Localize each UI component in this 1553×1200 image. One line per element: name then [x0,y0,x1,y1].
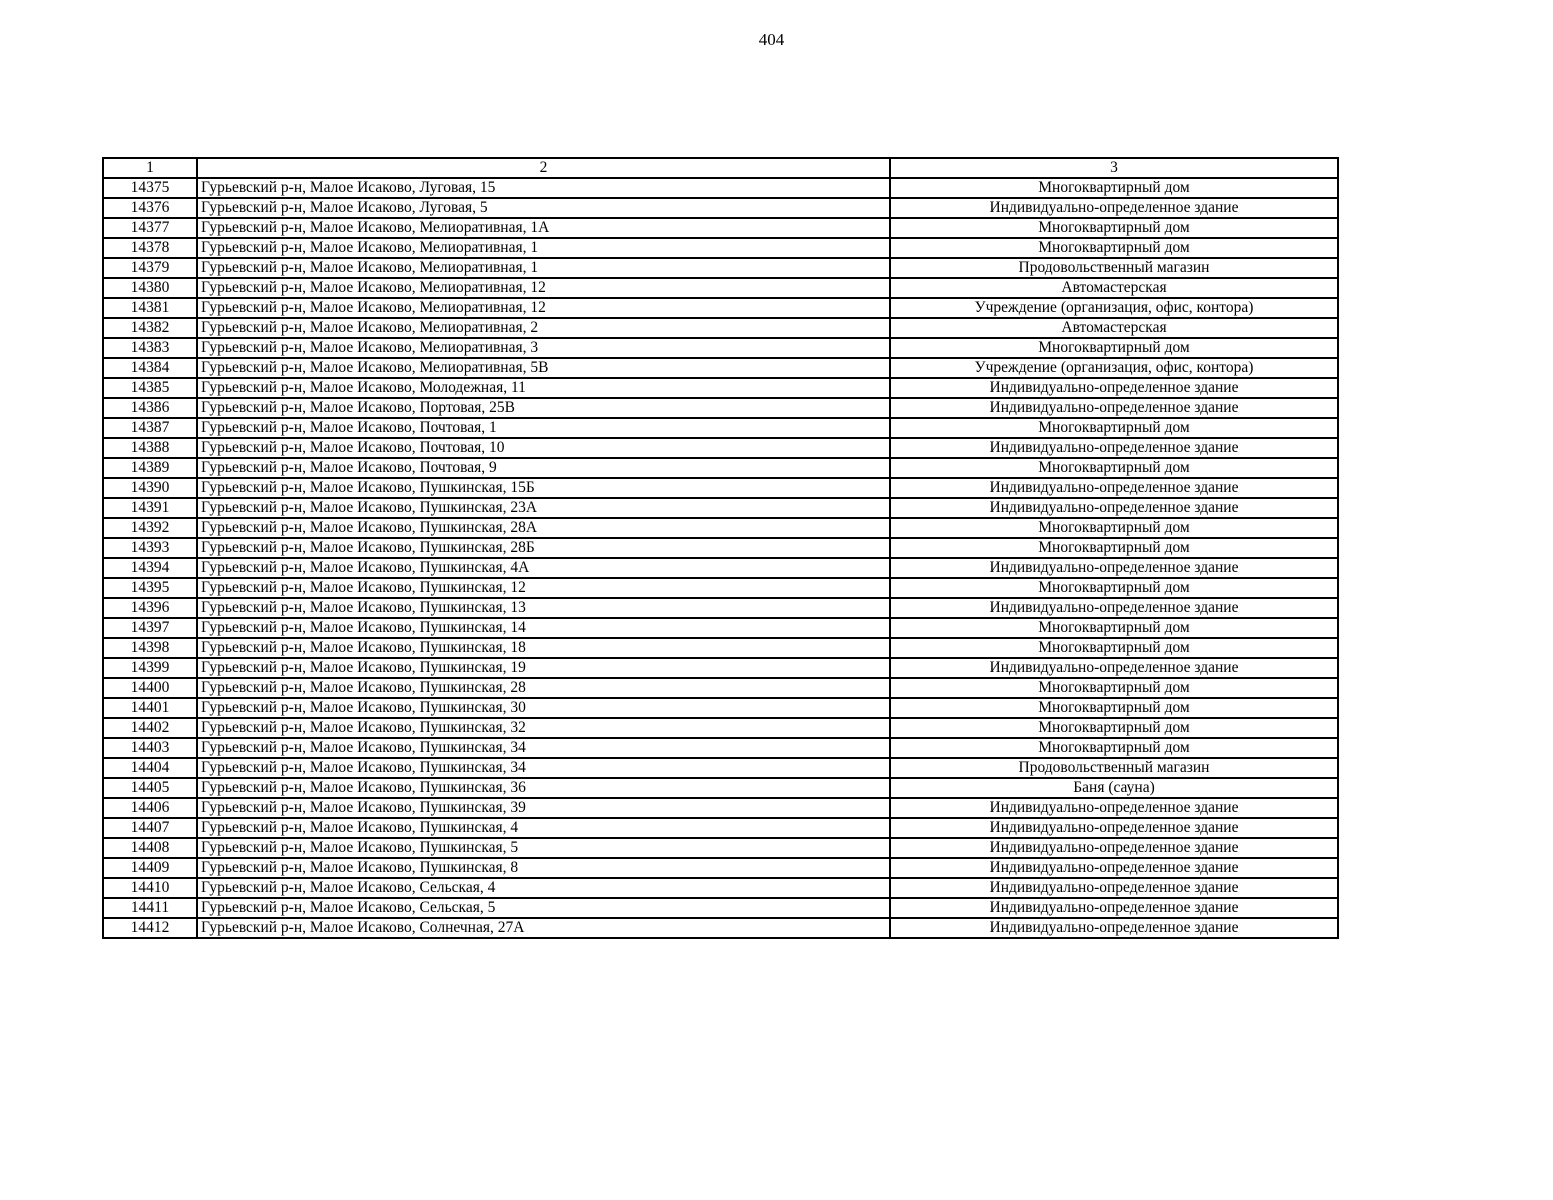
address-cell: Гурьевский р-н, Малое Исаково, Мелиоративная, 12 [197,298,890,318]
column-header-3: 3 [890,158,1338,178]
row-number-cell: 14394 [103,558,197,578]
address-cell: Гурьевский р-н, Малое Исаково, Сельская, 4 [197,878,890,898]
row-number-cell: 14386 [103,398,197,418]
object-type-cell: Многоквартирный дом [890,718,1338,738]
table-row [103,418,1338,438]
row-number-cell: 14403 [103,738,197,758]
address-cell: Гурьевский р-н, Малое Исаково, Почтовая, 1 [197,418,890,438]
table-header-row [103,158,1338,178]
row-number-cell: 14385 [103,378,197,398]
address-cell: Гурьевский р-н, Малое Исаково, Луговая, 15 [197,178,890,198]
table-row [103,758,1338,778]
row-number-cell: 14382 [103,318,197,338]
table-row [103,598,1338,618]
address-cell: Гурьевский р-н, Малое Исаково, Мелиоративная, 12 [197,278,890,298]
table-row [103,638,1338,658]
table-row [103,718,1338,738]
object-type-cell: Индивидуально-определенное здание [890,818,1338,838]
row-number-cell: 14400 [103,678,197,698]
object-type-cell: Индивидуально-определенное здание [890,858,1338,878]
table-row [103,438,1338,458]
object-type-cell: Многоквартирный дом [890,618,1338,638]
address-cell: Гурьевский р-н, Малое Исаково, Пушкинская, 4А [197,558,890,578]
row-number-cell: 14376 [103,198,197,218]
address-cell: Гурьевский р-н, Малое Исаково, Мелиоративная, 1 [197,238,890,258]
table-row [103,478,1338,498]
row-number-cell: 14397 [103,618,197,638]
row-number-cell: 14378 [103,238,197,258]
row-number-cell: 14398 [103,638,197,658]
object-type-cell: Автомастерская [890,278,1338,298]
table-row [103,918,1338,938]
object-type-cell: Многоквартирный дом [890,238,1338,258]
column-header-2: 2 [197,158,890,178]
address-cell: Гурьевский р-н, Малое Исаково, Пушкинская, 36 [197,778,890,798]
object-type-cell: Многоквартирный дом [890,178,1338,198]
registry-table [102,157,1339,939]
table-row [103,258,1338,278]
address-cell: Гурьевский р-н, Малое Исаково, Мелиоративная, 2 [197,318,890,338]
row-number-cell: 14399 [103,658,197,678]
table-row [103,878,1338,898]
row-number-cell: 14395 [103,578,197,598]
object-type-cell: Многоквартирный дом [890,678,1338,698]
table-row [103,678,1338,698]
address-cell: Гурьевский р-н, Малое Исаково, Луговая, 5 [197,198,890,218]
object-type-cell: Многоквартирный дом [890,218,1338,238]
table-row [103,338,1338,358]
table-row [103,178,1338,198]
address-cell: Гурьевский р-н, Малое Исаково, Мелиоративная, 5В [197,358,890,378]
table-row [103,658,1338,678]
object-type-cell: Многоквартирный дом [890,338,1338,358]
table-row [103,538,1338,558]
row-number-cell: 14380 [103,278,197,298]
address-cell: Гурьевский р-н, Малое Исаково, Пушкинская, 34 [197,738,890,758]
table-row [103,278,1338,298]
row-number-cell: 14412 [103,918,197,938]
row-number-cell: 14391 [103,498,197,518]
object-type-cell: Многоквартирный дом [890,458,1338,478]
table-row [103,578,1338,598]
table-row [103,838,1338,858]
address-cell: Гурьевский р-н, Малое Исаково, Сельская, 5 [197,898,890,918]
object-type-cell: Индивидуально-определенное здание [890,898,1338,918]
address-cell: Гурьевский р-н, Малое Исаково, Пушкинская, 19 [197,658,890,678]
address-cell: Гурьевский р-н, Малое Исаково, Пушкинская, 32 [197,718,890,738]
row-number-cell: 14393 [103,538,197,558]
address-cell: Гурьевский р-н, Малое Исаково, Пушкинская, 28А [197,518,890,538]
row-number-cell: 14402 [103,718,197,738]
row-number-cell: 14401 [103,698,197,718]
row-number-cell: 14406 [103,798,197,818]
object-type-cell: Индивидуально-определенное здание [890,598,1338,618]
address-cell: Гурьевский р-н, Малое Исаково, Почтовая, 9 [197,458,890,478]
row-number-cell: 14383 [103,338,197,358]
table-row [103,558,1338,578]
row-number-cell: 14388 [103,438,197,458]
object-type-cell: Многоквартирный дом [890,638,1338,658]
table-row [103,858,1338,878]
table-row [103,618,1338,638]
address-cell: Гурьевский р-н, Малое Исаково, Мелиоративная, 1 [197,258,890,278]
address-cell: Гурьевский р-н, Малое Исаково, Солнечная, 27А [197,918,890,938]
address-cell: Гурьевский р-н, Малое Исаково, Молодежная, 11 [197,378,890,398]
row-number-cell: 14408 [103,838,197,858]
address-cell: Гурьевский р-н, Малое Исаково, Мелиоративная, 1А [197,218,890,238]
object-type-cell: Многоквартирный дом [890,738,1338,758]
object-type-cell: Многоквартирный дом [890,418,1338,438]
object-type-cell: Автомастерская [890,318,1338,338]
object-type-cell: Индивидуально-определенное здание [890,398,1338,418]
object-type-cell: Индивидуально-определенное здание [890,918,1338,938]
row-number-cell: 14409 [103,858,197,878]
object-type-cell: Продовольственный магазин [890,258,1338,278]
address-cell: Гурьевский р-н, Малое Исаково, Пушкинская, 34 [197,758,890,778]
object-type-cell: Продовольственный магазин [890,758,1338,778]
table-row [103,398,1338,418]
table-row [103,378,1338,398]
page-number: 404 [758,30,785,49]
object-type-cell: Многоквартирный дом [890,578,1338,598]
object-type-cell: Баня (сауна) [890,778,1338,798]
table-row [103,518,1338,538]
row-number-cell: 14381 [103,298,197,318]
object-type-cell: Индивидуально-определенное здание [890,798,1338,818]
row-number-cell: 14375 [103,178,197,198]
address-cell: Гурьевский р-н, Малое Исаково, Пушкинская, 18 [197,638,890,658]
row-number-cell: 14389 [103,458,197,478]
object-type-cell: Индивидуально-определенное здание [890,438,1338,458]
table-row [103,358,1338,378]
row-number-cell: 14387 [103,418,197,438]
address-cell: Гурьевский р-н, Малое Исаково, Почтовая, 10 [197,438,890,458]
row-number-cell: 14390 [103,478,197,498]
row-number-cell: 14384 [103,358,197,378]
object-type-cell: Индивидуально-определенное здание [890,378,1338,398]
row-number-cell: 14392 [103,518,197,538]
address-cell: Гурьевский р-н, Малое Исаково, Пушкинская, 15Б [197,478,890,498]
object-type-cell: Учреждение (организация, офис, контора) [890,298,1338,318]
address-cell: Гурьевский р-н, Малое Исаково, Пушкинская, 14 [197,618,890,638]
object-type-cell: Индивидуально-определенное здание [890,878,1338,898]
row-number-cell: 14407 [103,818,197,838]
address-cell: Гурьевский р-н, Малое Исаково, Пушкинская, 28 [197,678,890,698]
table-row [103,898,1338,918]
address-cell: Гурьевский р-н, Малое Исаково, Мелиоративная, 3 [197,338,890,358]
object-type-cell: Индивидуально-определенное здание [890,198,1338,218]
table-row [103,818,1338,838]
row-number-cell: 14404 [103,758,197,778]
object-type-cell: Индивидуально-определенное здание [890,498,1338,518]
object-type-cell: Индивидуально-определенное здание [890,838,1338,858]
address-cell: Гурьевский р-н, Малое Исаково, Пушкинская, 39 [197,798,890,818]
object-type-cell: Индивидуально-определенное здание [890,478,1338,498]
object-type-cell: Учреждение (организация, офис, контора) [890,358,1338,378]
address-cell: Гурьевский р-н, Малое Исаково, Портовая, 25В [197,398,890,418]
table-row [103,698,1338,718]
table-row [103,238,1338,258]
address-cell: Гурьевский р-н, Малое Исаково, Пушкинская, 23А [197,498,890,518]
row-number-cell: 14411 [103,898,197,918]
address-cell: Гурьевский р-н, Малое Исаково, Пушкинская, 28Б [197,538,890,558]
table-row [103,738,1338,758]
address-cell: Гурьевский р-н, Малое Исаково, Пушкинская, 30 [197,698,890,718]
row-number-cell: 14379 [103,258,197,278]
table-row [103,778,1338,798]
row-number-cell: 14405 [103,778,197,798]
row-number-cell: 14396 [103,598,197,618]
address-cell: Гурьевский р-н, Малое Исаково, Пушкинская, 12 [197,578,890,598]
table-row [103,318,1338,338]
object-type-cell: Многоквартирный дом [890,518,1338,538]
table-body [103,178,1338,938]
column-header-1: 1 [103,158,197,178]
object-type-cell: Многоквартирный дом [890,538,1338,558]
address-cell: Гурьевский р-н, Малое Исаково, Пушкинская, 8 [197,858,890,878]
object-type-cell: Многоквартирный дом [890,698,1338,718]
object-type-cell: Индивидуально-определенное здание [890,658,1338,678]
address-cell: Гурьевский р-н, Малое Исаково, Пушкинская, 13 [197,598,890,618]
row-number-cell: 14377 [103,218,197,238]
table-row [103,198,1338,218]
row-number-cell: 14410 [103,878,197,898]
table-row [103,218,1338,238]
table-row [103,298,1338,318]
object-type-cell: Индивидуально-определенное здание [890,558,1338,578]
table-row [103,798,1338,818]
table-row [103,458,1338,478]
address-cell: Гурьевский р-н, Малое Исаково, Пушкинская, 4 [197,818,890,838]
address-cell: Гурьевский р-н, Малое Исаково, Пушкинская, 5 [197,838,890,858]
table-row [103,498,1338,518]
